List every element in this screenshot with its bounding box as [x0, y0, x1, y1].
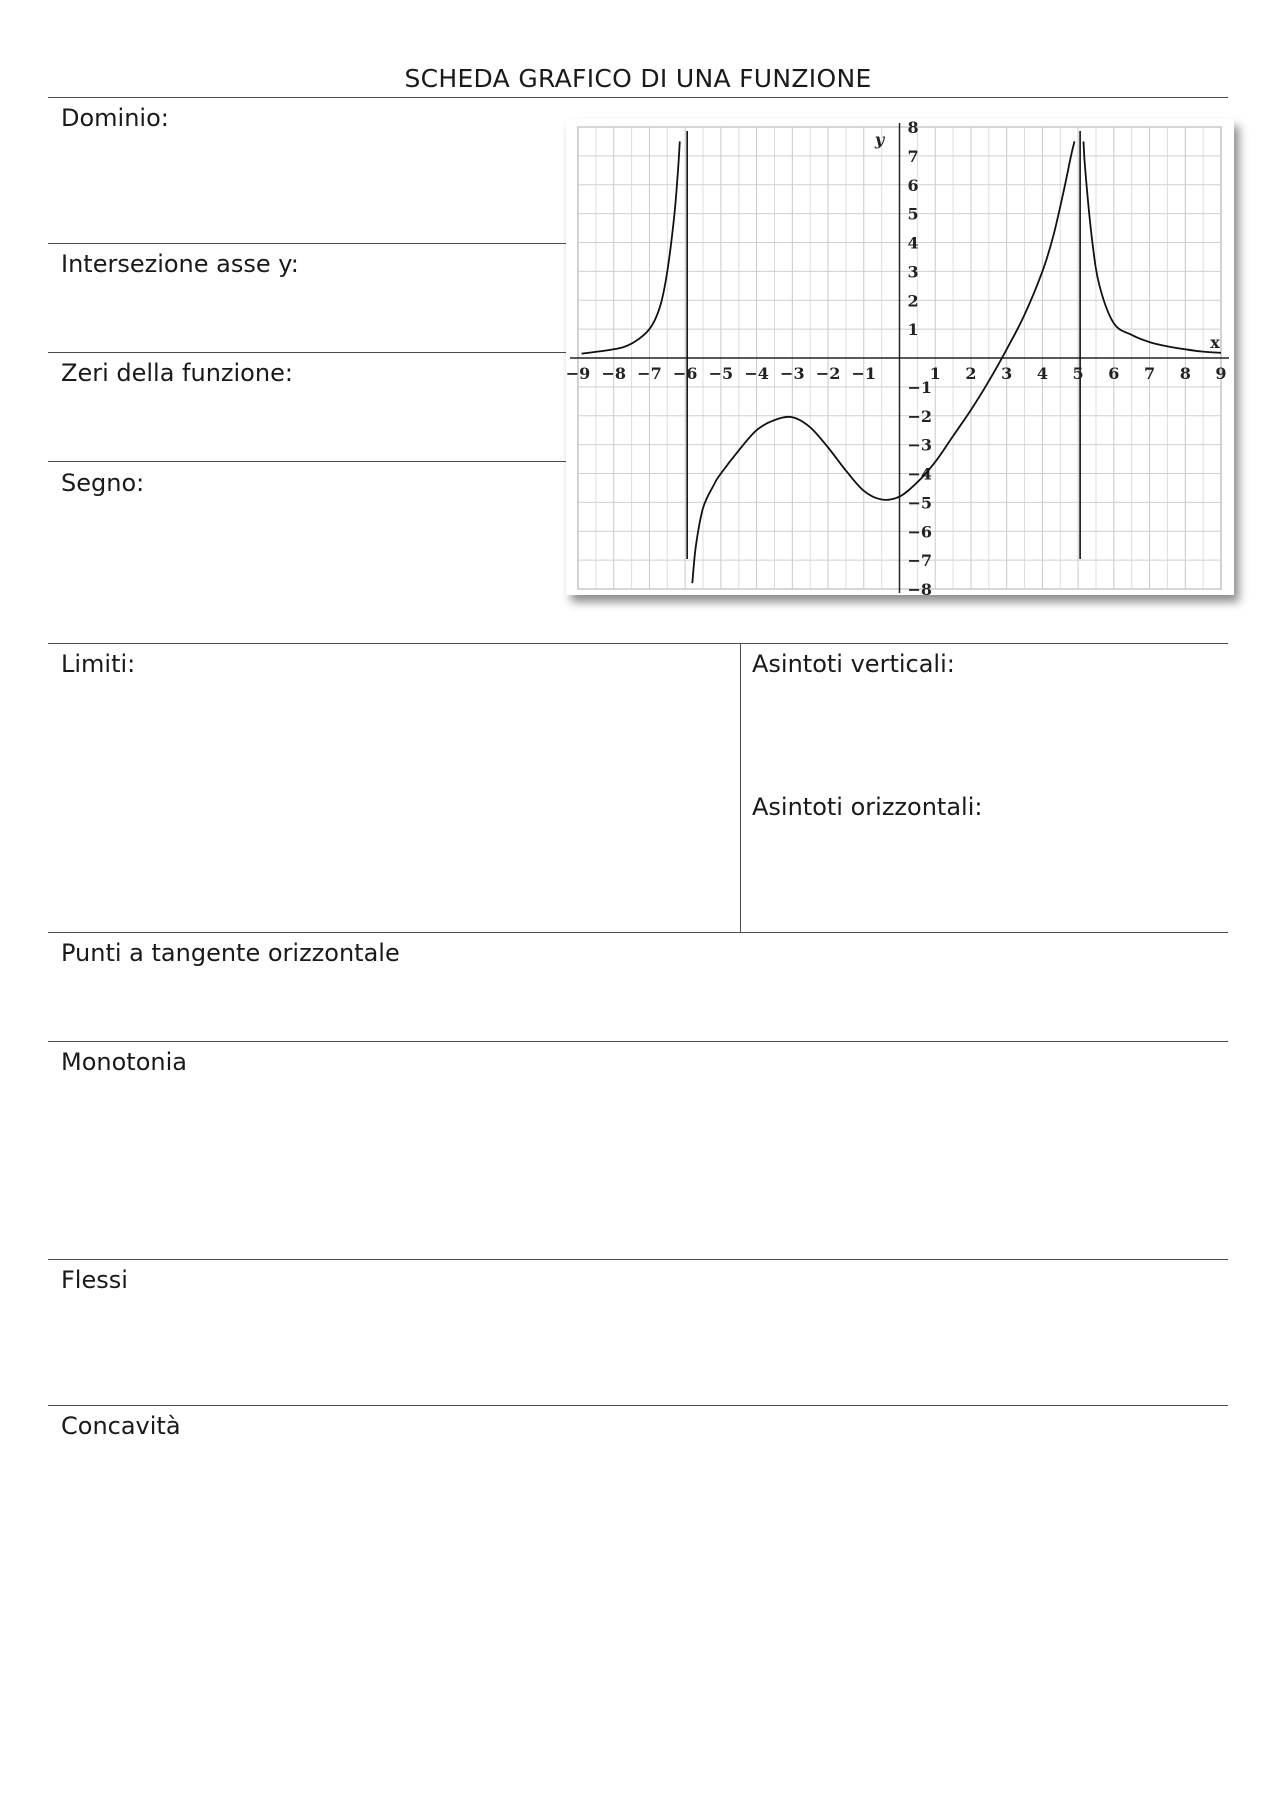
x-tick-label: −8 [601, 364, 626, 383]
y-tick-label: −5 [907, 493, 933, 513]
divider-monotonia [48, 1259, 1228, 1260]
y-tick-label: 8 [907, 119, 919, 137]
limiti-label: Limiti: [61, 650, 136, 678]
x-tick-label: 4 [1036, 364, 1048, 383]
divider-top [48, 97, 1228, 98]
divider-punti-tangente [48, 1041, 1228, 1042]
y-tick-label: 2 [907, 291, 919, 311]
concavita-label: Concavità [61, 1412, 181, 1440]
segno-label: Segno: [61, 469, 145, 497]
divider-limiti [48, 932, 1228, 933]
flessi-label: Flessi [61, 1266, 128, 1294]
x-tick-label: 5 [1072, 364, 1084, 383]
y-tick-label: 7 [907, 146, 919, 166]
divider-flessi [48, 1405, 1228, 1406]
y-tick-label: −3 [907, 435, 933, 455]
x-tick-label: −7 [637, 364, 662, 383]
function-graph [566, 119, 1234, 595]
y-tick-label: −1 [907, 377, 933, 397]
y-tick-label: 4 [907, 233, 919, 253]
x-tick-label: −5 [708, 364, 734, 383]
intersezione-label: Intersezione asse y: [61, 250, 299, 278]
x-tick-label: 6 [1108, 364, 1120, 383]
dominio-label: Dominio: [61, 104, 169, 132]
function-graph-panel [566, 119, 1234, 595]
zeri-label: Zeri della funzione: [61, 359, 293, 387]
x-tick-label: 7 [1143, 364, 1156, 383]
x-tick-label: −6 [672, 364, 698, 383]
divider-dominio [48, 243, 566, 244]
x-tick-label: 1 [929, 364, 941, 383]
y-tick-label: −7 [907, 551, 933, 571]
x-tick-label: 9 [1215, 364, 1227, 383]
x-tick-label: 3 [1001, 364, 1013, 383]
x-tick-label: 2 [965, 364, 977, 383]
y-tick-label: −6 [907, 522, 933, 542]
y-tick-label: −2 [907, 406, 933, 426]
divider-limiti-vertical [740, 643, 741, 932]
y-tick-label: 5 [907, 204, 919, 224]
punti-tangente-label: Punti a tangente orizzontale [61, 939, 400, 967]
asintoti-orizzontali-label: Asintoti orizzontali: [752, 793, 983, 821]
y-tick-label: −8 [907, 580, 933, 595]
divider-segno [48, 643, 1228, 644]
x-tick-label: −9 [566, 364, 591, 383]
y-tick-label: 6 [907, 175, 919, 195]
y-axis-label: y [874, 130, 885, 149]
divider-intersezione [48, 352, 566, 353]
x-axis-label: x [1210, 333, 1220, 352]
y-tick-label: 1 [907, 320, 919, 340]
x-tick-label: −2 [815, 364, 841, 383]
x-tick-label: −3 [780, 364, 805, 383]
x-tick-label: −1 [851, 364, 877, 383]
page-title: SCHEDA GRAFICO DI UNA FUNZIONE [404, 64, 872, 93]
y-tick-label: 3 [907, 262, 919, 282]
x-tick-label: 8 [1179, 364, 1191, 383]
x-tick-label: −4 [744, 364, 769, 383]
monotonia-label: Monotonia [61, 1048, 187, 1076]
asintoti-verticali-label: Asintoti verticali: [752, 650, 955, 678]
y-tick-label: −4 [907, 464, 933, 484]
divider-zeri [48, 461, 566, 462]
